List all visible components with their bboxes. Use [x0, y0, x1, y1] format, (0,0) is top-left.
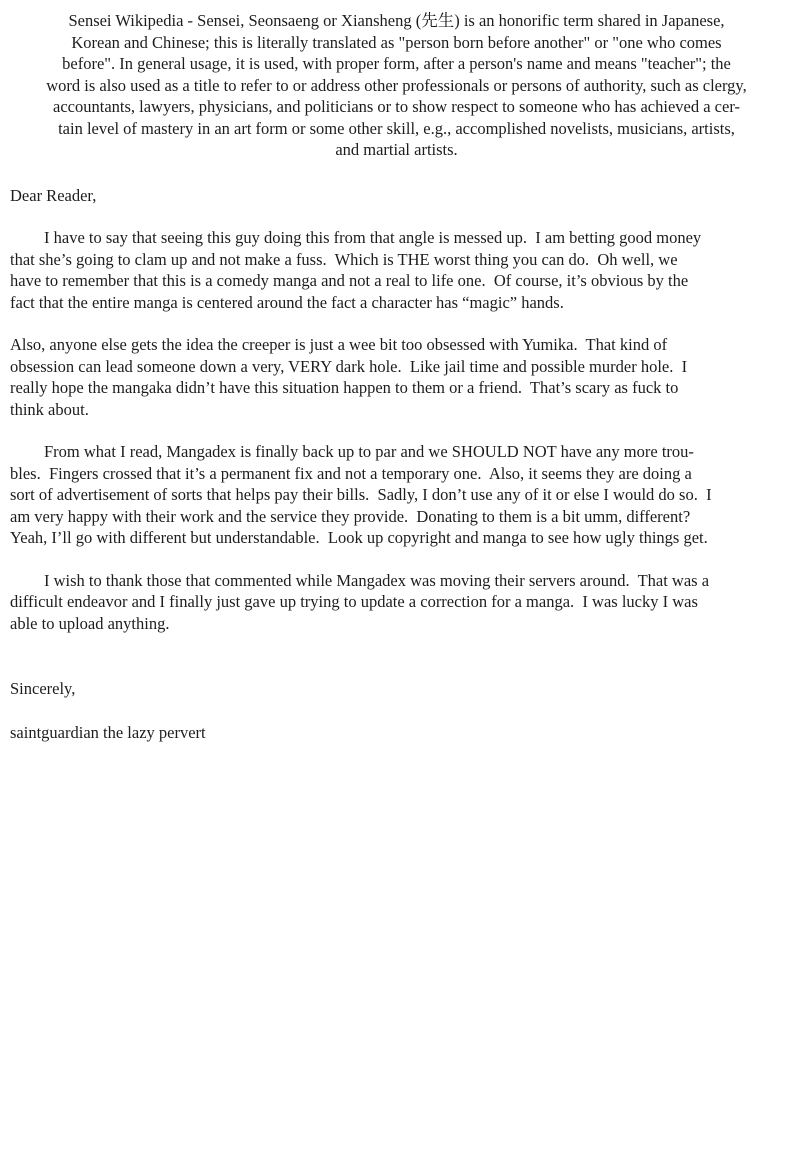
- text-line: sort of advertisement of sorts that helps pay their bills. Sadly, I don’t use any of it or else I would do so. I: [10, 485, 712, 504]
- text-line: Sensei Wikipedia - Sensei, Seonsaeng or Xiansheng (先生) is an honorific term shared in Japanese,: [68, 11, 725, 30]
- text-line: am very happy with their work and the service they provide. Donating to them is a bit umm, different?: [10, 506, 691, 526]
- text-line: Korean and Chinese; this is literally translated as "person born before another" or "one who comes: [71, 32, 722, 52]
- text-line: that she’s going to clam up and not make a fuss. Which is THE worst thing you can do. Oh well, we: [10, 249, 678, 269]
- text-line: tain level of mastery in an art form or some other skill, e.g., accomplished novelists, musicians, artists,: [58, 118, 735, 138]
- text-line: Yeah, I’ll go with different but understandable. Look up copyright and manga to see how ugly things get.: [10, 528, 708, 547]
- text-line: bles. Fingers crossed that it’s a permanent fix and not a temporary one. Also, it seems they are doing a: [10, 463, 692, 483]
- text-line: able to upload anything.: [10, 613, 170, 633]
- body-paragraphs: [10, 227, 783, 634]
- text-line: obsession can lead someone down a very, VERY dark hole. Like jail time and possible murder hole. I: [10, 356, 688, 376]
- text-line: really hope the mangaka didn’t have this situation happen to them or a friend. That’s scary as fuck to: [10, 378, 679, 397]
- text-line: I have to say that seeing this guy doing this from that angle is messed up. I am betting good money: [44, 228, 702, 247]
- text-line: Also, anyone else gets the idea the creeper is just a wee bit too obsessed with Yumika. That kind of: [10, 335, 668, 354]
- text-line: word is also used as a title to refer to or address other professionals or persons of authority, such as clergy,: [46, 75, 747, 95]
- text-line: have to remember that this is a comedy manga and not a real to life one. Of course, it’s obvious by the: [10, 271, 689, 290]
- text-line: accountants, lawyers, physicians, and politicians or to show respect to someone who has achieved a cer-: [53, 97, 740, 116]
- closing: Sincerely,: [10, 679, 76, 698]
- text-line: before". In general usage, it is used, with proper form, after a person's name and means "teacher"; the: [62, 54, 731, 73]
- body-paragraph: [10, 334, 783, 420]
- text-line: and martial artists.: [335, 140, 458, 159]
- text-line: From what I read, Mangadex is finally back up to par and we SHOULD NOT have any more trou-: [44, 442, 694, 461]
- text-line: fact that the entire manga is centered around the fact a character has “magic” hands.: [10, 292, 564, 312]
- text-line: difficult endeavor and I finally just gave up trying to update a correction for a manga. I was lucky I was: [10, 592, 698, 611]
- body-paragraph: [10, 227, 783, 313]
- body-paragraph: [10, 570, 783, 635]
- text-line: I wish to thank those that commented while Mangadex was moving their servers around. That was a: [44, 570, 710, 590]
- signature: saintguardian the lazy pervert: [10, 722, 206, 742]
- intro-paragraph: [10, 10, 783, 161]
- salutation: Dear Reader,: [10, 185, 97, 205]
- text-line: think about.: [10, 399, 89, 419]
- body-paragraph: [10, 441, 783, 549]
